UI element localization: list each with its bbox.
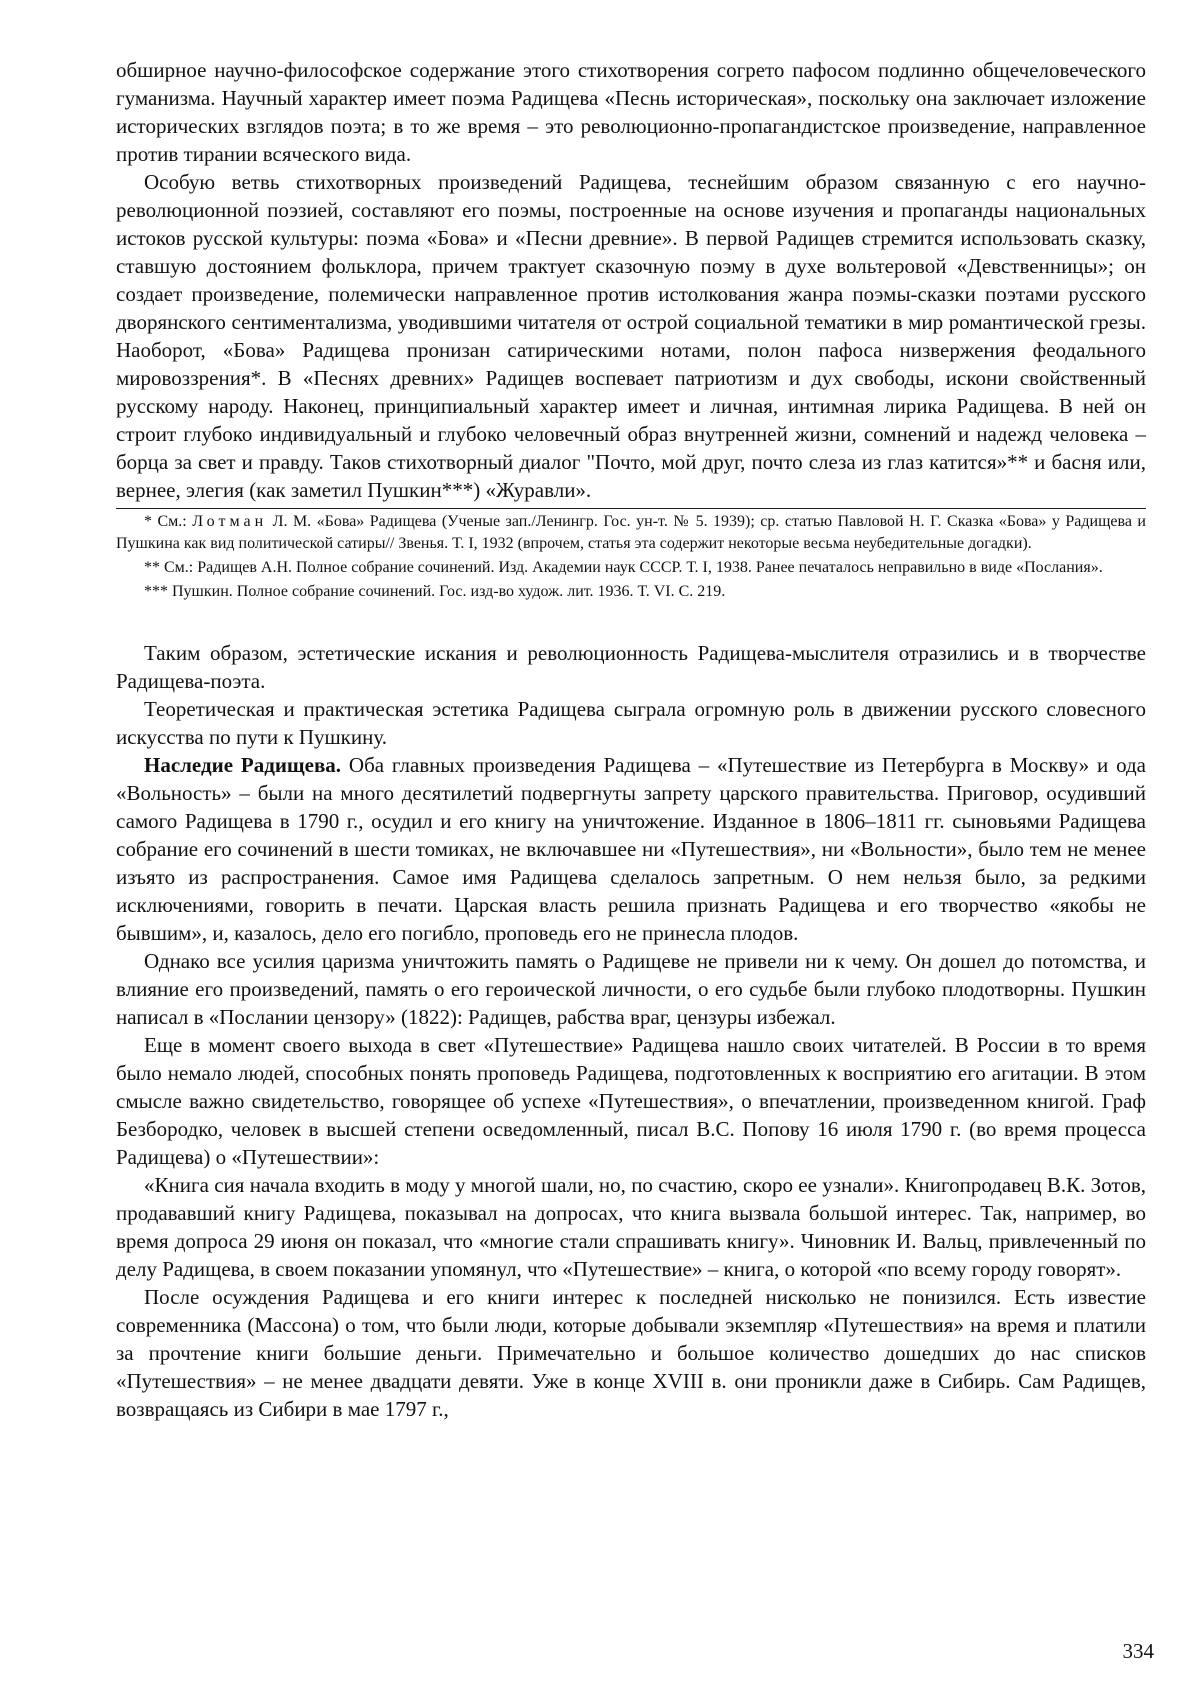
- paragraph-readers: Еще в момент своего выхода в свет «Путешествие» Радищева нашло своих читателей. В России в то время было немало людей, способных понять проповедь Радищева, подготовленных к восприятию его агитации. В этом смысле важно свидетельство, говорящее об успехе «Путешествия», о впечатлении, произведенном книгой. Граф Безбородко, человек в высшей степени осведомленный, писал В.С. Попову 16 июля 1790 г. (во время процесса Радищева) о «Путешествии»:: [116, 1033, 1146, 1169]
- paragraph-aesthetics: Теоретическая и практическая эстетика Радищева сыграла огромную роль в движении русского словесного искусства по пути к Пушкину.: [116, 697, 1146, 749]
- footnote-1-author: Лотман: [192, 513, 268, 530]
- footnote-1-prefix: * См.:: [144, 513, 193, 530]
- paragraph-continuation: обширное научно-философское содержание этого стихотворения согрето пафосом подлинно общечеловеческого гуманизма. Научный характер имеет поэма Радищева «Песнь историческая», поскольку она заключает изложение исторических взглядов поэта; в то же время – это революционно-пропагандистское произведение, направленное против тирании всяческого вида.: [116, 58, 1146, 166]
- footnotes-block: [116, 508, 1146, 603]
- paragraph-poems: Особую ветвь стихотворных произведений Радищева, теснейшим образом связанную с его научно-революционной поэзией, составляют его поэмы, построенные на основе изучения и пропаганды национальных истоков русской культуры: поэма «Бова» и «Песни древние». В первой Радищев стремится использовать сказку, ставшую достоянием фольклора, причем трактует сказочную поэму в духе вольтеровой «Девственницы»; он создает произведение, полемически направленное против истолкования жанра поэмы-сказки поэтами русского дворянского сентиментализма, уводившими читателя от острой социальной тематики в мир романтической грезы. Наоборот, «Бова» Радищева пронизан сатирическими нотами, полон пафоса низвержения феодального мировоззрения*. В «Песнях древних» Радищев воспевает патриотизм и дух свободы, искони свойственный русскому народу. Наконец, принципиальный характер имеет и личная, интимная лирика Радищева. В ней он строит глубоко индивидуальный и глубоко человечный образ внутренней жизни, сомнений и надежд человека – борца за свет и правду. Таков стихотворный диалог "Почто, мой друг, почто слеза из глаз катится»** и басня или, вернее, элегия (как заметил Пушкин***) «Журавли».: [116, 170, 1146, 502]
- paragraph-influence: Однако все усилия царизма уничтожить память о Радищеве не привели ни к чему. Он дошел до потомства, и влияние его произведений, память о его героической личности, о его судьбе были глубоко плодотворны. Пушкин написал в «Послании цензору» (1822): Радищев, рабства враг, цензуры избежал.: [116, 949, 1146, 1029]
- paragraph-heritage: [116, 751, 1146, 947]
- paragraph-after-sentence: После осуждения Радищева и его книги интерес к последней нисколько не понизился. Есть известие современника (Массона) о том, что были люди, которые добывали экземпляр «Путешествия» на время и платили за прочтение книги большие деньги. Примечательно и большое количество дошедших до нас списков «Путешествия» – не менее двадцати девяти. Уже в конце XVIII в. они проникли даже в Сибирь. Сам Радищев, возвращаясь из Сибири в мае 1797 г.,: [116, 1285, 1146, 1421]
- paragraph-conclusion: Таким образом, эстетические искания и революционность Радищева-мыслителя отразились и в творчестве Радищева-поэта.: [116, 641, 1146, 693]
- section-heading-heritage: Наследие Радищева.: [144, 753, 342, 777]
- paragraph-quote: «Книга сия начала входить в моду у многой шали, но, по счастию, скоро ее узнали». Книгопродавец В.К. Зотов, продававший книгу Радищева, показывал на допросах, что книга вызвала большой интерес. Так, например, во время допроса 29 июня он показал, что «многие стали спрашивать книгу». Чиновник И. Вальц, привлеченный по делу Радищева, в своем показании упомянул, что «Путешествие» – книга, о которой «по всему городу говорят».: [116, 1173, 1146, 1281]
- footnote-1-text: Л. М. «Бова» Радищева (Ученые зап./Ленингр. Гос. ун-т. № 5. 1939); ср. статью Павловой Н. Г. Сказка «Бова» у Радищева и Пушкина как вид политической сатиры// Звенья. Т. I, 1932 (впрочем, статья эта содержит некоторые весьма неубедительные догадки).: [116, 513, 1146, 552]
- paragraph-heritage-text: Оба главных произведения Радищева – «Путешествие из Петербурга в Москву» и ода «Вольность» – были на много десятилетий подвергнуты запрету царского правительства. Приговор, осудивший самого Радищева в 1790 г., осудил и его книгу на уничтожение. Изданное в 1806–1811 гг. сыновьями Радищева собрание его сочинений в шести томиках, не включавшее ни «Путешествия», ни «Вольности», было тем не менее изъято из распространения. Самое имя Радищева сделалось запретным. О нем нельзя было, за редкими исключениями, говорить в печати. Царская власть решила признать Радищева и его творчество «якобы не бывшим», и, казалось, дело его погибло, проповедь его не принесла плодов.: [116, 753, 1146, 945]
- page-number: 334: [1122, 1639, 1154, 1663]
- footnote-1: [116, 511, 1146, 555]
- footnote-2: ** См.: Радищев А.Н. Полное собрание сочинений. Изд. Академии наук СССР. Т. I, 1938. Ранее печаталось неправильно в виде «Послания».: [144, 559, 1103, 576]
- footnote-3: *** Пушкин. Полное собрание сочинений. Гос. изд-во худож. лит. 1936. Т. VI. С. 219.: [144, 583, 726, 600]
- page-content: [116, 56, 1146, 1423]
